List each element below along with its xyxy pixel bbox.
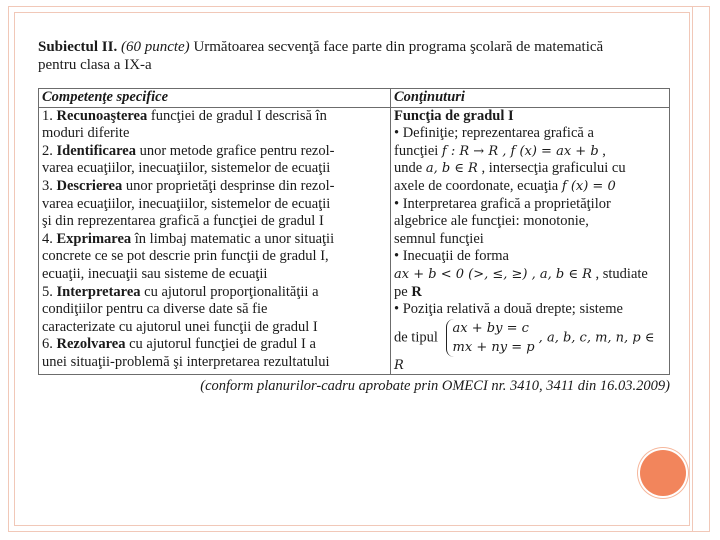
competence-item: 4. Exprimarea în limbaj matematic a unor situaţii concrete ce se pot descrie prin funcţii de gradul I, ecuaţii, inecuaţii sau sisteme de ecuaţii xyxy=(42,230,335,282)
competence-item: 3. Descrierea unor proprietăţi desprinse din rezol- varea ecuaţiilor, inecuaţiilor, sistemelor de ecuaţii şi din reprezentarea grafică a funcţiei de gradul I xyxy=(42,177,335,230)
competences-cell xyxy=(39,107,391,375)
decorative-circle xyxy=(640,450,686,496)
contents-bullet-interpretation: • Interpretarea grafică a proprietăţilor algebrice ale funcţiei: monotonie, semnul funcţiei xyxy=(394,195,611,247)
competence-item: 5. Interpretarea cu ajutorul proporţionalităţii a condiţiilor pentru ca diverse date să fie caracterizate cu ajutorul unei funcţii de gradul I xyxy=(42,283,319,335)
points-label: (60 puncte) xyxy=(120,39,190,55)
contents-bullet-definition: • Definiţie; reprezentarea grafică a funcţiei f : R → R , f (x) = ax + b , unde a, b ∈ R , intersecţia graficului cu axele de coordonate, ecuaţia f (x) = 0 xyxy=(394,125,626,194)
competence-item: 1. Recunoaşterea funcţiei de gradul I descrisă în moduri diferite xyxy=(42,107,327,142)
contents-bullet-inequalities: • Inecuaţii de forma ax + b < 0 (>, ≤, ≥) , a, b ∈ R , studiate pe R xyxy=(394,248,648,300)
contents-cell xyxy=(391,107,670,375)
competence-item: 6. Rezolvarea cu ajutorul funcţiei de gradul I a unei situaţii-problemă şi interpretarea rezultatului xyxy=(42,336,330,370)
competence-item: 2. Identificarea unor metode grafice pentru rezol- varea ecuaţiilor, inecuaţiilor, sistemelor de ecuaţii xyxy=(42,142,335,177)
slide-frame-line xyxy=(692,6,693,532)
col-header-competences: Competenţe specifice xyxy=(39,89,391,108)
contents-title: Funcţia de gradul I xyxy=(394,107,514,124)
equation-system: ax + by = c mx + ny = p xyxy=(446,319,535,357)
contents-bullet-systems: • Poziţia relativă a două drepte; sisteme de tipul ax + by = c mx + ny = p , a, b, c, m, n, p ∈ R xyxy=(394,301,655,373)
curriculum-table xyxy=(38,88,670,375)
subject-label: Subiectul II. xyxy=(38,39,118,55)
subject-heading xyxy=(38,38,670,74)
heading-text-1: Următoarea secvenţă face parte din programa şcolară de matematică xyxy=(193,39,604,55)
footnote: (conform planurilor-cadru aprobate prin OMECI nr. 3410, 3411 din 16.03.2009) xyxy=(200,378,670,395)
heading-text-2: pentru clasa a IX-a xyxy=(38,57,152,73)
slide-content xyxy=(38,38,670,395)
col-header-contents: Conţinuturi xyxy=(391,89,670,108)
